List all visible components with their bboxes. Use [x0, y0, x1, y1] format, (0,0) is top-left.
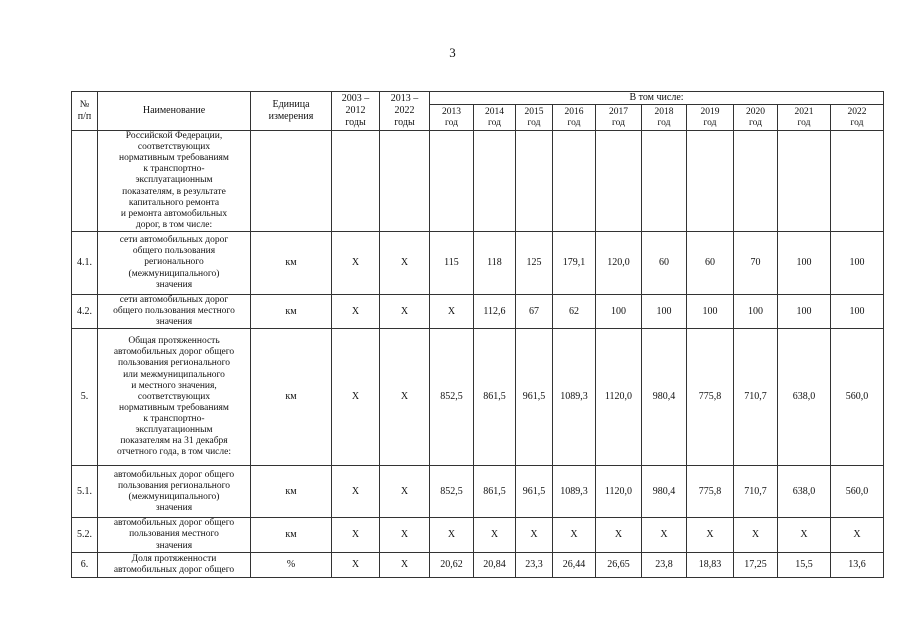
row-year-value [778, 131, 831, 232]
row-unit: км [251, 329, 332, 466]
row-year-value: 100 [642, 295, 687, 329]
row-year-value: 852,5 [430, 329, 474, 466]
row-year-value [516, 131, 553, 232]
row-name: Российской Федерации, соответствующих нормативным требованиям к транспортно- эксплуатационным показателям, в результате капитального ремонта и ремонта автомобильных дорог, в том числе: [98, 131, 251, 232]
row-year-value: 775,8 [687, 466, 734, 518]
row-number: 5.1. [72, 466, 98, 518]
header-period-2003-2012: 2003 – 2012 годы [332, 92, 380, 131]
row-year-value: 23,3 [516, 552, 553, 577]
row-year-value: 17,25 [734, 552, 778, 577]
table-row [72, 329, 884, 466]
row-year-value: 62 [553, 295, 596, 329]
row-year-value: 13,6 [831, 552, 884, 577]
row-period-2003-2012: X [332, 329, 380, 466]
header-year: 2018 год [642, 105, 687, 131]
row-year-value: X [516, 518, 553, 552]
row-year-value: 60 [687, 232, 734, 295]
row-name: сети автомобильных дорог общего пользования местного значения [98, 295, 251, 329]
row-period-2013-2022: X [380, 232, 430, 295]
row-period-2013-2022: X [380, 518, 430, 552]
row-year-value: 100 [778, 295, 831, 329]
row-period-2013-2022: X [380, 466, 430, 518]
row-year-value: 112,6 [474, 295, 516, 329]
row-year-value: X [778, 518, 831, 552]
row-year-value: 560,0 [831, 466, 884, 518]
row-year-value: 26,65 [596, 552, 642, 577]
row-year-value [553, 131, 596, 232]
row-year-value: 710,7 [734, 329, 778, 466]
row-year-value [734, 131, 778, 232]
header-year: 2020 год [734, 105, 778, 131]
header-year: 2019 год [687, 105, 734, 131]
header-year: 2013 год [430, 105, 474, 131]
row-year-value: X [831, 518, 884, 552]
table-row [72, 232, 884, 295]
row-year-value: 120,0 [596, 232, 642, 295]
row-year-value: 861,5 [474, 466, 516, 518]
row-year-value: 20,62 [430, 552, 474, 577]
row-unit: км [251, 518, 332, 552]
row-year-value: 20,84 [474, 552, 516, 577]
row-name: Общая протяженность автомобильных дорог общего пользования регионального или межмуниципального и местного значения, соответствующих нормативным требованиям к транспортно- эксплуатационным показателям на 31 декабря отчетного года, в том числе: [98, 329, 251, 466]
table-row [72, 466, 884, 518]
row-year-value: 980,4 [642, 466, 687, 518]
row-period-2003-2012: X [332, 552, 380, 577]
row-year-value: 23,8 [642, 552, 687, 577]
row-year-value: 1120,0 [596, 466, 642, 518]
row-unit: км [251, 466, 332, 518]
row-unit: км [251, 295, 332, 329]
row-year-value: 710,7 [734, 466, 778, 518]
header-no: № п/п [72, 92, 98, 131]
row-year-value: X [553, 518, 596, 552]
row-year-value [642, 131, 687, 232]
row-period-2013-2022: X [380, 329, 430, 466]
row-year-value: 100 [778, 232, 831, 295]
row-year-value: 1089,3 [553, 466, 596, 518]
row-name: Доля протяженности автомобильных дорог общего [98, 552, 251, 577]
header-including: В том числе: [430, 92, 884, 105]
row-year-value: X [430, 518, 474, 552]
row-period-2003-2012 [332, 131, 380, 232]
row-year-value: 100 [687, 295, 734, 329]
row-year-value: 100 [831, 295, 884, 329]
row-year-value: 100 [831, 232, 884, 295]
row-year-value: 15,5 [778, 552, 831, 577]
row-year-value [831, 131, 884, 232]
row-unit: % [251, 552, 332, 577]
row-period-2003-2012: X [332, 232, 380, 295]
row-name: автомобильных дорог общего пользования местного значения [98, 518, 251, 552]
row-number: 5.2. [72, 518, 98, 552]
row-year-value: 861,5 [474, 329, 516, 466]
row-number: 4.1. [72, 232, 98, 295]
row-year-value: 67 [516, 295, 553, 329]
row-year-value [430, 131, 474, 232]
row-period-2013-2022: X [380, 552, 430, 577]
row-period-2003-2012: X [332, 518, 380, 552]
row-period-2003-2012: X [332, 295, 380, 329]
table-row [72, 518, 884, 552]
row-period-2013-2022: X [380, 295, 430, 329]
header-unit: Единица измерения [251, 92, 332, 131]
row-year-value: 852,5 [430, 466, 474, 518]
table-row [72, 295, 884, 329]
row-year-value: 961,5 [516, 329, 553, 466]
row-year-value [687, 131, 734, 232]
header-year: 2016 год [553, 105, 596, 131]
row-period-2003-2012: X [332, 466, 380, 518]
row-year-value: 1120,0 [596, 329, 642, 466]
row-year-value: 638,0 [778, 466, 831, 518]
table-row [72, 552, 884, 577]
indicator-table [71, 91, 884, 578]
row-name: сети автомобильных дорог общего пользования регионального (межмуниципального) значения [98, 232, 251, 295]
row-year-value: 775,8 [687, 329, 734, 466]
row-period-2013-2022 [380, 131, 430, 232]
row-year-value: 118 [474, 232, 516, 295]
row-year-value: 961,5 [516, 466, 553, 518]
row-year-value: 638,0 [778, 329, 831, 466]
row-year-value: 100 [734, 295, 778, 329]
row-year-value [596, 131, 642, 232]
header-period-2013-2022: 2013 – 2022 годы [380, 92, 430, 131]
row-number: 5. [72, 329, 98, 466]
row-year-value: 125 [516, 232, 553, 295]
row-year-value: 18,83 [687, 552, 734, 577]
row-unit: км [251, 232, 332, 295]
row-year-value: X [596, 518, 642, 552]
row-year-value: 1089,3 [553, 329, 596, 466]
table-row [72, 131, 884, 232]
row-number: 6. [72, 552, 98, 577]
row-year-value: 70 [734, 232, 778, 295]
row-year-value: 179,1 [553, 232, 596, 295]
header-year: 2022 год [831, 105, 884, 131]
row-number [72, 131, 98, 232]
row-year-value: X [734, 518, 778, 552]
row-year-value: 26,44 [553, 552, 596, 577]
header-year: 2014 год [474, 105, 516, 131]
row-year-value: 100 [596, 295, 642, 329]
header-year: 2017 год [596, 105, 642, 131]
header-year: 2021 год [778, 105, 831, 131]
row-year-value: X [687, 518, 734, 552]
header-year: 2015 год [516, 105, 553, 131]
row-year-value: 980,4 [642, 329, 687, 466]
row-year-value: X [642, 518, 687, 552]
row-year-value: X [474, 518, 516, 552]
row-number: 4.2. [72, 295, 98, 329]
row-year-value: X [430, 295, 474, 329]
row-year-value [474, 131, 516, 232]
row-name: автомобильных дорог общего пользования регионального (межмуниципального) значения [98, 466, 251, 518]
row-year-value: 560,0 [831, 329, 884, 466]
row-year-value: 115 [430, 232, 474, 295]
row-unit [251, 131, 332, 232]
page-number: 3 [449, 45, 456, 60]
header-name: Наименование [98, 92, 251, 131]
row-year-value: 60 [642, 232, 687, 295]
